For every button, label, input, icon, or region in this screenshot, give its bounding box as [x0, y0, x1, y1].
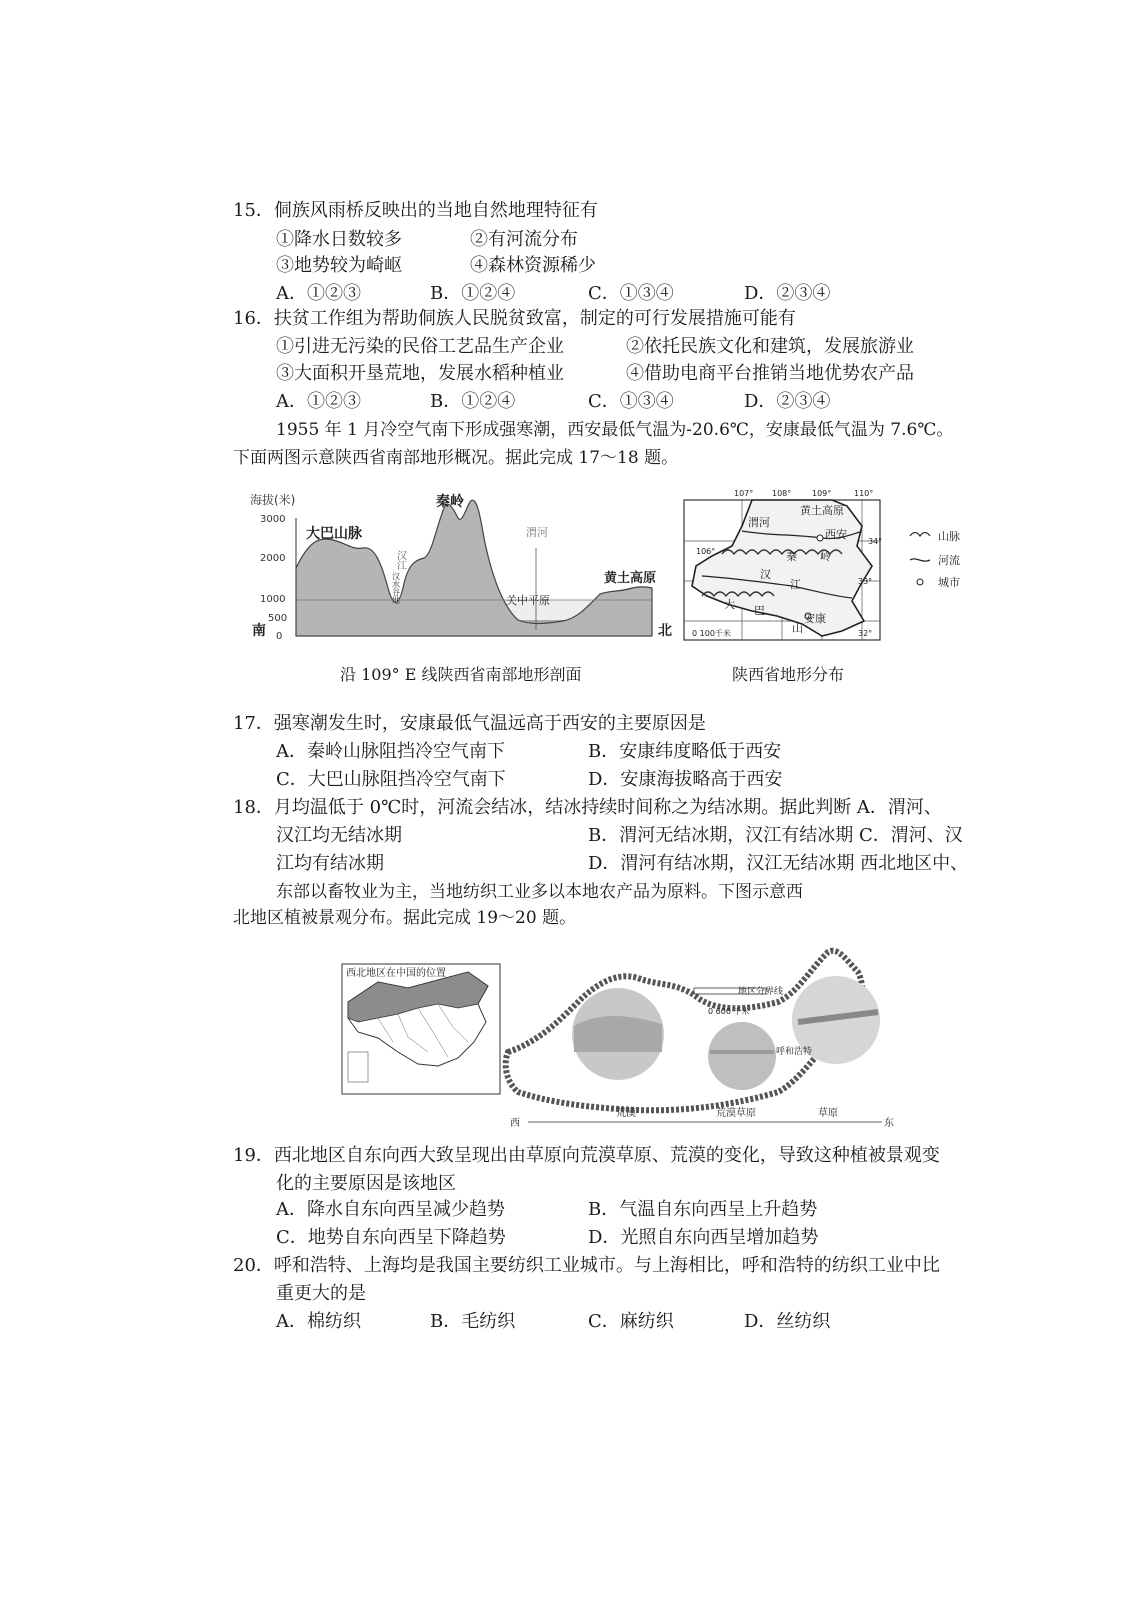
profile-ylabel: 海拔(米) [250, 493, 296, 507]
q17-option-b: B．安康纬度略低于西安 [588, 741, 782, 762]
q20-option-d: D．丝纺织 [744, 1311, 831, 1332]
label-hanshui-gudi: 汉水谷地 [391, 572, 401, 604]
q16-item-4: ④借助电商平台推销当地优势农产品 [626, 363, 914, 384]
q19-option-a: A．降水自东向西呈减少趋势 [276, 1199, 505, 1220]
q18-line5: D．渭河有结冰期，汉江无结冰期 西北地区中、 [588, 853, 969, 874]
nw-zone-desert-steppe: 荒漠草原 [716, 1108, 756, 1119]
q16-option-b: B．①②④ [430, 391, 516, 412]
profile-south: 南 [252, 623, 266, 639]
map-label-ba: 巴 [754, 604, 765, 617]
nw-city-hohhot: 呼和浩特 [776, 1047, 813, 1057]
intro-19-20-line1: 东部以畜牧业为主，当地纺织工业多以本地农产品为原料。下图示意西 [276, 882, 803, 902]
q20-option-b: B．毛纺织 [430, 1311, 516, 1332]
q18-line4: 江均有结冰期 [276, 853, 384, 874]
profile-tick-0: 0 [276, 631, 283, 642]
map-label-shan: 山 [792, 622, 803, 635]
q15-option-d: D．②③④ [744, 283, 831, 304]
q16-option-a: A．①②③ [276, 391, 361, 412]
nw-scale: 0 600 千米 [708, 1007, 750, 1016]
q18-line3: B．渭河无结冰期，汉江有结冰期 C．渭河、汉 [588, 825, 963, 846]
profile-tick-1000: 1000 [260, 594, 286, 605]
map-label-huangtu: 黄土高原 [800, 504, 844, 517]
profile-caption: 沿 109° E 线陕西省南部地形剖面 [340, 665, 582, 684]
q16-item-3: ③大面积开垦荒地，发展水稻种植业 [276, 363, 564, 384]
q16-option-d: D．②③④ [744, 391, 831, 412]
legend-city: 城市 [938, 576, 960, 589]
legend-river: 河流 [938, 554, 960, 567]
profile-tick-500: 500 [268, 613, 288, 624]
nw-east: 东 [884, 1118, 894, 1129]
label-hanjiang: 汉江 [394, 550, 406, 570]
q18-line1: 18．月均温低于 0℃时，河流会结冰，结冰持续时间称之为结冰期。据此判断 A．渭河、 [233, 797, 942, 818]
map-lat-33: 33° [858, 577, 873, 586]
shaanxi-map [682, 486, 982, 654]
q19-stem-1: 19．西北地区自东向西大致呈现出由草原向荒漠草原、荒漠的变化，导致这种植被景观变 [233, 1145, 940, 1166]
profile-tick-2000: 2000 [260, 553, 286, 564]
map-scale: 0 100千米 [692, 629, 731, 638]
map-lon-110: 110° [854, 489, 874, 498]
map-lon-108: 108° [772, 489, 792, 498]
profile-tick-3000: 3000 [260, 514, 286, 525]
map-label-ling: 岭 [820, 550, 831, 563]
q20-stem-1: 20．呼和浩特、上海均是我国主要纺织工业城市。与上海相比，呼和浩特的纺织工业中比 [233, 1255, 940, 1276]
map-label-ankang: 安康 [804, 612, 826, 625]
northwest-china-figure [338, 942, 898, 1132]
q20-stem-2: 重更大的是 [276, 1283, 366, 1304]
map-label-jiang: 江 [790, 578, 801, 591]
map-label-qin: 秦 [786, 550, 797, 563]
map-lat-32: 32° [858, 629, 873, 638]
q15-option-a: A．①②③ [276, 283, 361, 304]
q17-option-a: A．秦岭山脉阻挡冷空气南下 [276, 741, 505, 762]
terrain-profile-figure [248, 488, 672, 648]
map-lat-34: 34° [868, 537, 883, 546]
shaanxi-map-caption: 陕西省地形分布 [732, 665, 845, 684]
q20-option-c: C．麻纺织 [588, 1311, 674, 1332]
map-lat-106: 106° [696, 547, 716, 556]
map-label-xian: 西安 [825, 528, 847, 541]
q15-stem: 15．侗族风雨桥反映出的当地自然地理特征有 [233, 200, 598, 221]
map-lon-109: 109° [812, 489, 832, 498]
q15-option-b: B．①②④ [430, 283, 516, 304]
legend-mountain: 山脉 [938, 530, 960, 543]
label-huangtu: 黄土高原 [604, 571, 657, 586]
q15-item-4: ④森林资源稀少 [470, 255, 596, 276]
q17-stem: 17．强寒潮发生时，安康最低气温远高于西安的主要原因是 [233, 713, 706, 734]
q16-option-c: C．①③④ [588, 391, 674, 412]
intro-17-18-line1: 1955 年 1 月冷空气南下形成强寒潮，西安最低气温为-20.6℃，安康最低气温为 7.6℃。 [276, 420, 954, 440]
q17-option-c: C．大巴山脉阻挡冷空气南下 [276, 769, 506, 790]
map-label-weihe: 渭河 [748, 516, 770, 529]
q15-item-2: ②有河流分布 [470, 229, 578, 250]
q19-stem-2: 化的主要原因是该地区 [276, 1173, 456, 1194]
profile-north: 北 [658, 623, 672, 639]
q20-option-a: A．棉纺织 [276, 1311, 361, 1332]
q17-option-d: D．安康海拔略高于西安 [588, 769, 783, 790]
label-weihe: 渭河 [526, 526, 548, 539]
q16-item-1: ①引进无污染的民俗工艺品生产企业 [276, 336, 564, 357]
q16-item-2: ②依托民族文化和建筑，发展旅游业 [626, 336, 914, 357]
q19-option-c: C．地势自东向西呈下降趋势 [276, 1227, 506, 1248]
q19-option-d: D．光照自东向西呈增加趋势 [588, 1227, 819, 1248]
nw-west: 西 [510, 1118, 520, 1129]
label-qinling: 秦岭 [436, 494, 464, 510]
nw-legend-line: 地区分界线 [738, 987, 784, 997]
map-lon-107: 107° [734, 489, 754, 498]
inset-title: 西北地区在中国的位置 [346, 968, 446, 979]
intro-17-18-line2: 下面两图示意陕西省南部地形概况。据此完成 17～18 题。 [233, 448, 679, 468]
q15-item-3: ③地势较为崎岖 [276, 255, 402, 276]
q15-item-1: ①降水日数较多 [276, 229, 402, 250]
map-label-da: 大 [724, 598, 735, 611]
q15-option-c: C．①③④ [588, 283, 674, 304]
q18-line2: 汉江均无结冰期 [276, 825, 402, 846]
q19-option-b: B．气温自东向西呈上升趋势 [588, 1199, 818, 1220]
q16-stem: 16．扶贫工作组为帮助侗族人民脱贫致富，制定的可行发展措施可能有 [233, 308, 796, 329]
intro-19-20-line2: 北地区植被景观分布。据此完成 19～20 题。 [233, 908, 577, 928]
nw-zone-desert: 荒漠 [616, 1108, 636, 1119]
map-label-han: 汉 [760, 568, 771, 581]
label-dabashan: 大巴山脉 [306, 526, 362, 542]
nw-zone-steppe: 草原 [818, 1108, 838, 1119]
label-guanzhong: 关中平原 [506, 594, 550, 607]
